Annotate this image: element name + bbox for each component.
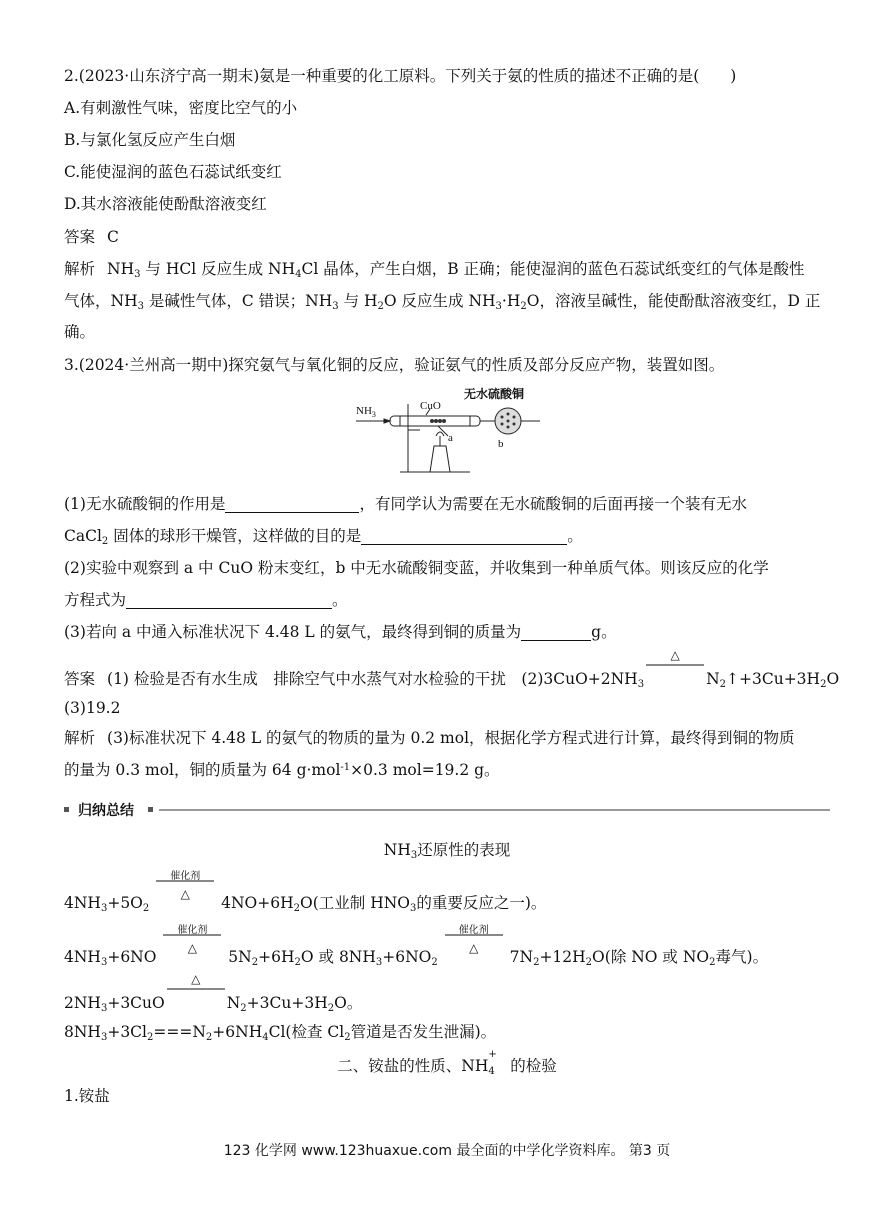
section-2-title: 二、铵盐的性质、NH + $_4$ 的检验 <box>337 1049 557 1077</box>
q2-option-b: B.与氯化氢反应产生白烟 <box>64 131 236 149</box>
heat-condition: △ <box>646 666 704 686</box>
q3-p3-text: (3)若向 a 中通入标准状况下 4.48 L 的氨气，最终得到铜的质量为 <box>64 623 522 641</box>
q3-analysis-text2: 的量为 0.3 mol，铜的质量为 64 g·mol <box>64 761 341 779</box>
q2-analysis-line1: 解析 $NH_3$ 与 HCl 反应生成 $NH_4Cl$ 晶体，产生白烟，B 正确；能使湿润的蓝色石蕊试纸变红的气体是酸性 <box>64 260 805 280</box>
equation-1: $4NH_3+5O_2$ 催化剂 △ $4NO+6H_2O$(工业制 $HNO_3$的重要反应之一)。 <box>64 871 547 914</box>
answer-value: C <box>107 228 119 246</box>
q3-analysis-text1: (3)标准状况下 4.48 L 的氨气的物质的量为 0.2 mol，根据化学方程式进行计算，最终得到铜的物质 <box>107 729 795 747</box>
square-bullet-icon <box>148 807 153 812</box>
summary-heading: $NH_3$还原性的表现 <box>383 841 511 861</box>
figure-b-label: b <box>498 438 504 450</box>
q3-p3-unit: g。 <box>591 623 617 641</box>
heat-condition: △ <box>167 990 225 1010</box>
q3-ans1: (1) 检验是否有水生成 排除空气中水蒸气对水检验的干扰 <box>107 670 506 688</box>
q3-part2-line2: 方程式为 。 <box>64 591 348 609</box>
item-1: 1.铵盐 <box>64 1087 110 1105</box>
analysis-label: 解析 <box>64 729 96 747</box>
square-bullet-icon <box>64 807 69 812</box>
page-footer: 123 化学网 www.123huaxue.com 最全面的中学化学资料库。 第3 页 <box>223 1143 671 1159</box>
blank-1b[interactable] <box>361 528 567 545</box>
catalyst-heat-condition: 催化剂 △ <box>163 944 221 964</box>
answer-label: 答案 <box>64 670 96 688</box>
equation-2: $4NH_3+6NO$ 催化剂 △ $5N_2+6H_2O$ 或 $8NH_3+6NO_2$ 催化剂 △ $7N_2+12H_2O$(除 NO 或 $NO_2$毒气)。 <box>64 925 769 968</box>
summary-header <box>64 800 830 820</box>
q3-part2-line1: (2)实验中观察到 a 中 CuO 粉末变红，b 中无水硫酸铜变蓝，并收集到一种单质气体。则该反应的化学 <box>64 559 769 577</box>
equation-3: $2NH_3+3CuO$ △ $N_2+3Cu+3H_2O$。 <box>64 972 363 1014</box>
catalyst-heat-condition: 催化剂 △ <box>445 944 503 964</box>
figure-anhydrous-label: 无水硫酸铜 <box>464 387 525 401</box>
summary-title: 归纳总结 <box>78 803 134 819</box>
q3-analysis-line1 <box>64 728 795 748</box>
q2-stem: 2.(2023·山东济宁高一期末)氨是一种重要的化工原料。下列关于氨的性质的描述不正确的是( ) <box>64 67 737 85</box>
figure-cuo-label: CuO <box>420 400 441 412</box>
blank-1a[interactable] <box>225 496 359 513</box>
q3-answer-3: (3)19.2 <box>64 699 121 717</box>
q2-analysis-line2: 气体，$NH_3$ 是碱性气体，C 错误；$NH_3$ 与 $H_2O$ 反应生成 $NH_3\cdot H_2O$，溶液呈碱性，能使酚酞溶液变红，D 正 <box>64 292 821 312</box>
figure-a-label: a <box>448 432 453 444</box>
q3-analysis-line2: 的量为 0.3 mol，铜的质量为 64 g·mol$^{-1}$×0.3 mol=19.2 g。 <box>64 761 500 779</box>
answer-label: 答案 <box>64 228 96 246</box>
q2-option-c: C.能使湿润的蓝色石蕊试纸变红 <box>64 163 282 181</box>
divider <box>159 809 830 811</box>
q3-part1-line2: CaCl$_2$ 固体的球形干燥管，这样做的目的是 。 <box>64 527 583 547</box>
q3-answer-line: 答案 (1) 检验是否有水生成 排除空气中水蒸气对水检验的干扰 $(2)3CuO+2NH_3$ △ $N_2↑+3Cu+3H_2O$ <box>64 648 840 690</box>
q3-p2-text: 方程式为 <box>64 591 127 609</box>
figure-nh3-label: $NH_3$ <box>356 405 376 419</box>
q3-part3 <box>64 622 617 642</box>
q3-p1-text-b: ，有同学认为需要在无水硫酸铜的后面再接一个装有无水 <box>359 495 747 513</box>
q2-option-d: D.其水溶液能使酚酞溶液变红 <box>64 195 267 213</box>
q2-analysis-line3: 确。 <box>64 323 96 341</box>
q3-part1-line1 <box>64 494 747 514</box>
analysis-label: 解析 <box>64 260 96 278</box>
q2-option-a: A.有刺激性气味，密度比空气的小 <box>64 99 298 117</box>
blank-3[interactable] <box>521 624 591 641</box>
q3-p1-text-c: 固体的球形干燥管，这样做的目的是 <box>113 527 362 545</box>
catalyst-heat-condition: 催化剂 △ <box>156 890 214 910</box>
q3-p1-text: (1)无水硫酸铜的作用是 <box>64 495 226 513</box>
q3-analysis-text2b: ×0.3 mol=19.2 g。 <box>350 761 500 779</box>
q3-stem: 3.(2024·兰州高一期中)探究氨气与氧化铜的反应，验证氨气的性质及部分反应产物，装置如图。 <box>64 356 725 374</box>
blank-2[interactable] <box>126 592 332 609</box>
equation-4: $8NH_3+3Cl_2===N_2+6NH_4Cl$(检查 $Cl_2$管道是否发生泄漏)。 <box>64 1023 497 1043</box>
apparatus-figure <box>350 384 550 480</box>
q2-answer <box>64 227 119 247</box>
